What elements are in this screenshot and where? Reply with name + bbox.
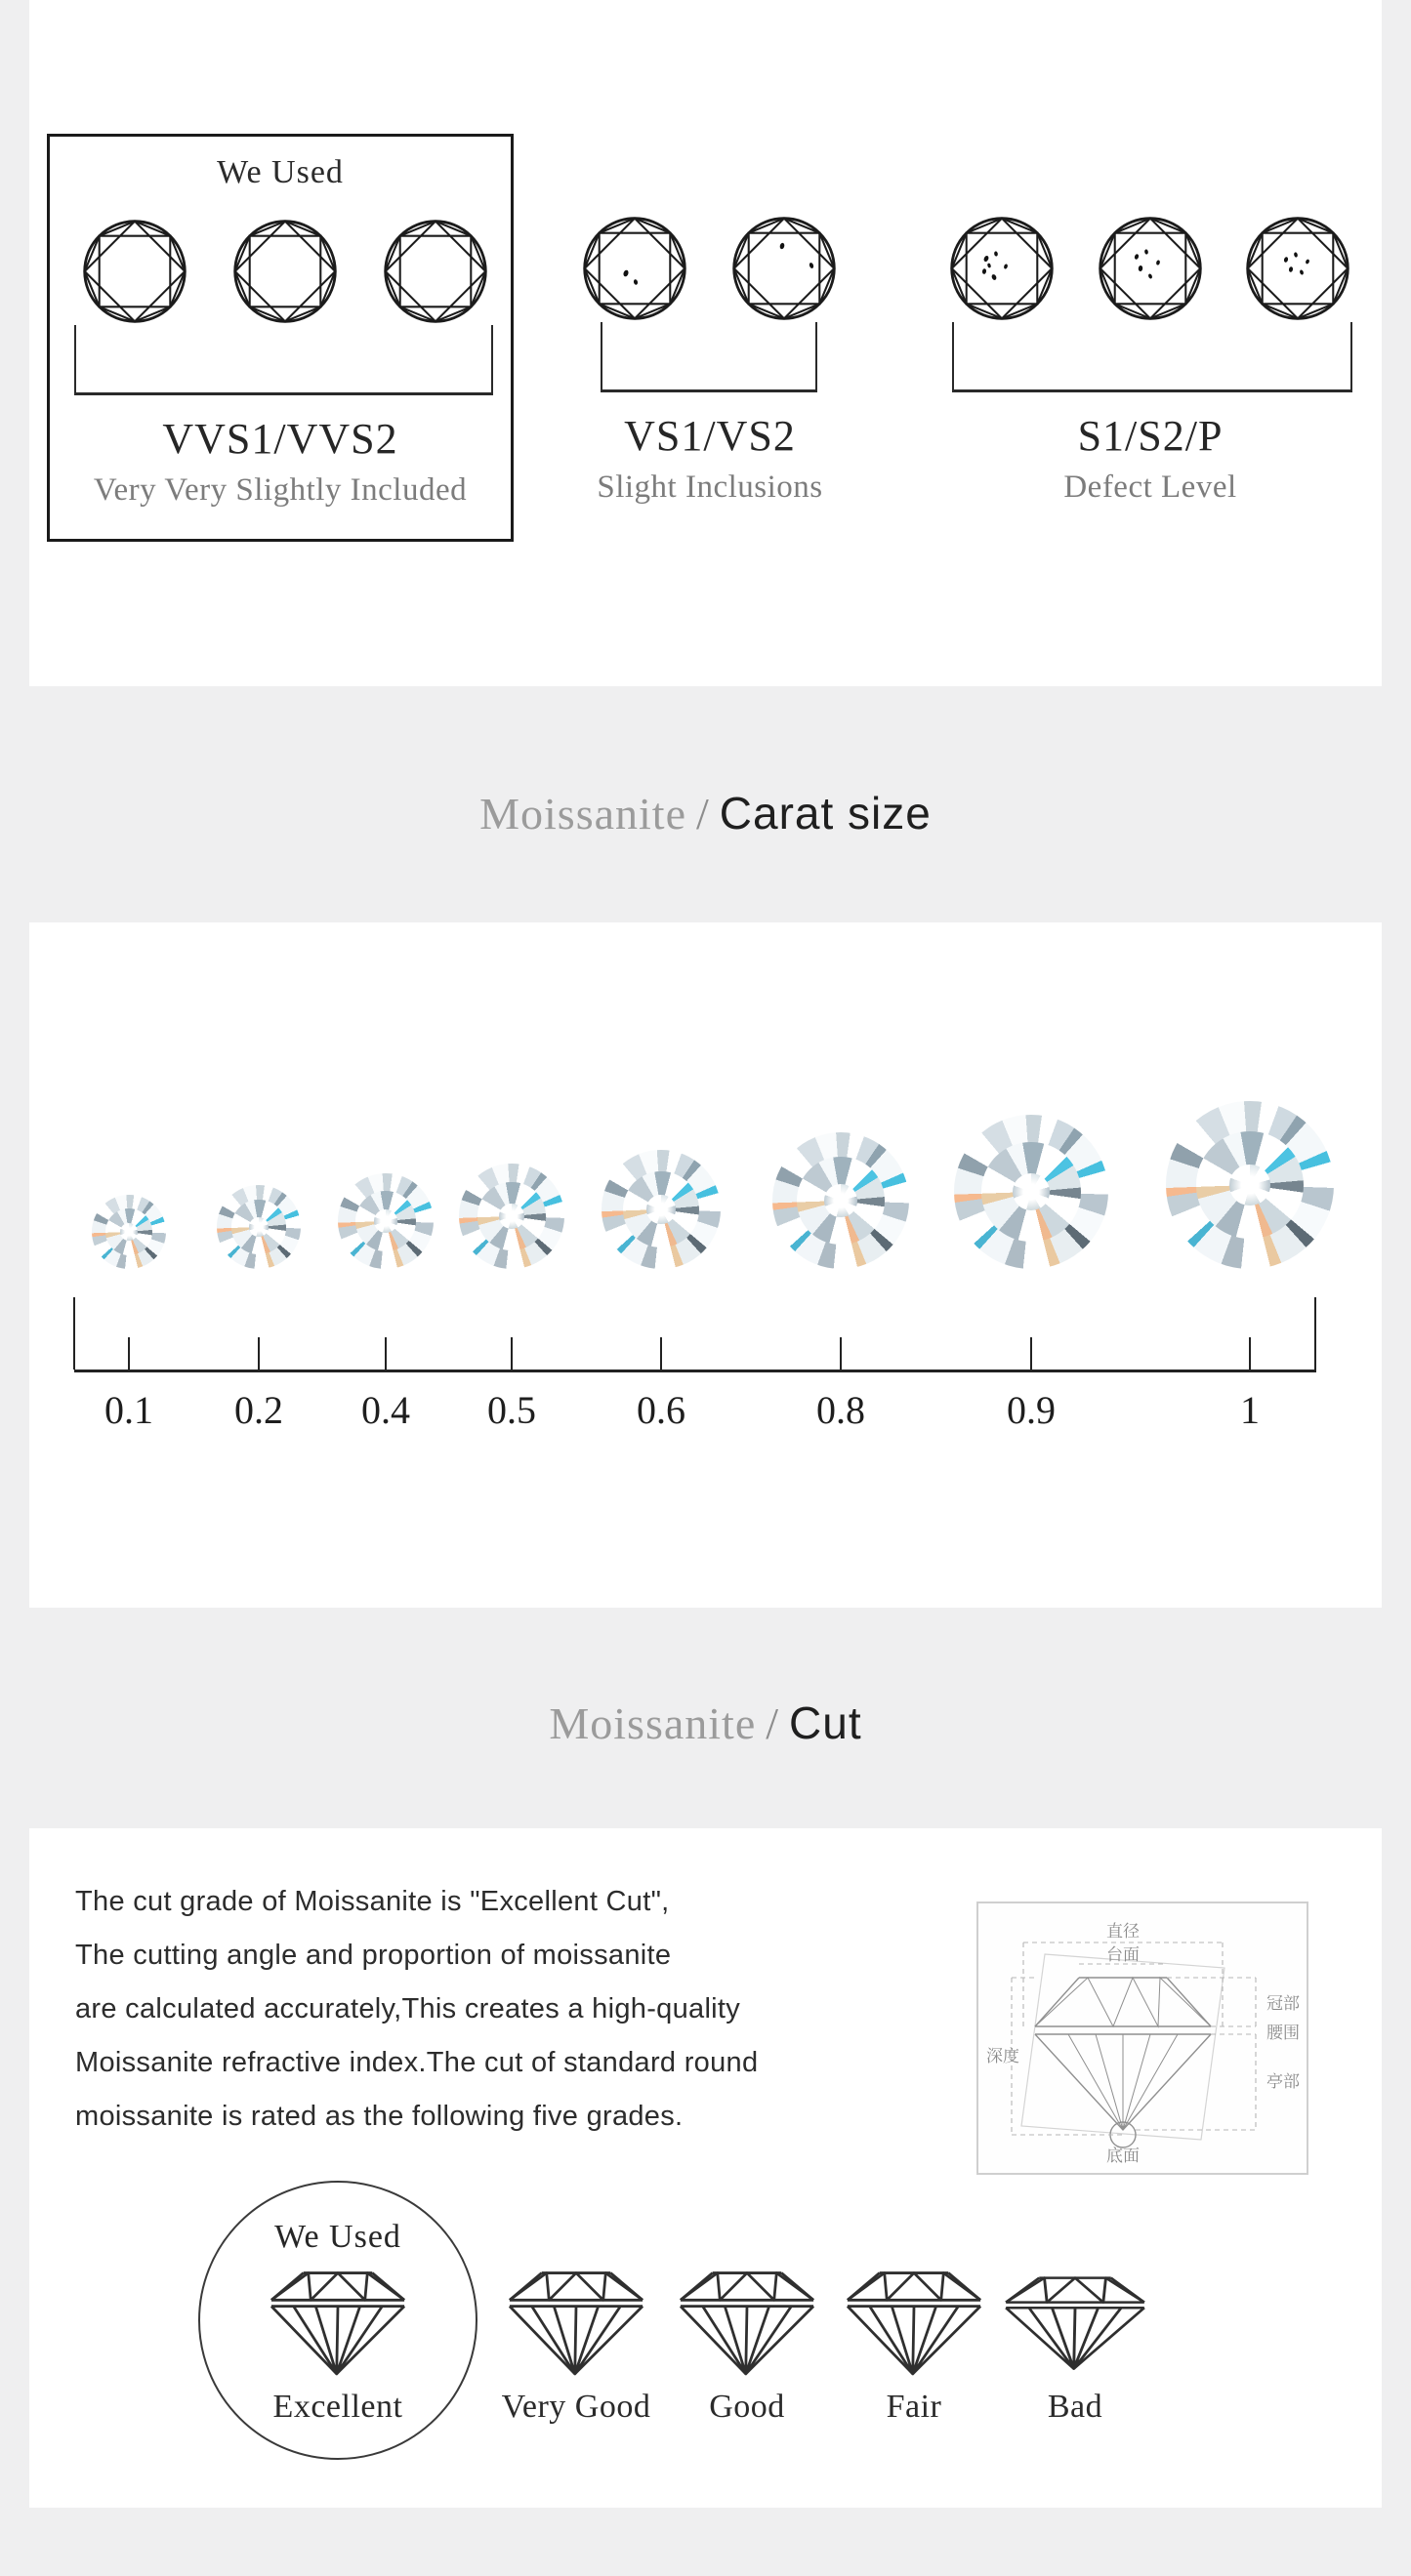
cut-description-paragraph: [75, 1875, 954, 2144]
ruler-tick: [840, 1337, 842, 1370]
gem-photo-0.9ct: [954, 1115, 1108, 1269]
ruler-tick: [258, 1337, 260, 1370]
cut-section-heading: [0, 1697, 1411, 1749]
diagram-label-diameter: 直径: [1106, 1922, 1140, 1941]
diamond-top-view-icon: [582, 216, 687, 321]
carat-size-label: 0.9: [1007, 1388, 1056, 1432]
diamond-top-view-icon: [232, 219, 338, 324]
carat-size-label: 0.5: [487, 1388, 536, 1432]
diamond-top-view-icon: [1245, 216, 1350, 321]
paragraph-line: The cutting angle and proportion of moissanite: [75, 1940, 672, 1971]
gem-photo-0.6ct: [602, 1150, 721, 1269]
clarity-grade-desc: Defect Level: [1063, 470, 1237, 505]
carat-ruler-baseline: [74, 1370, 1316, 1372]
clarity-grade-desc: Very Very Slightly Included: [93, 472, 468, 508]
gem-photo-0.4ct: [338, 1173, 434, 1269]
cut-grade-label: Good: [709, 2389, 785, 2425]
group-bracket: [952, 322, 1352, 392]
paragraph-line: are calculated accurately,This creates a high-quality: [75, 1993, 741, 2024]
ruler-tick: [385, 1337, 387, 1370]
cut-panel: [29, 1828, 1382, 2508]
diamond-top-view-icon: [1098, 216, 1203, 321]
carat-size-label: 0.1: [104, 1388, 153, 1432]
ruler-tick: [1249, 1337, 1251, 1370]
gem-photo-0.1ct: [92, 1195, 166, 1269]
carat-size-label: 0.4: [361, 1388, 410, 1432]
gem-photo-0.8ct: [772, 1132, 909, 1269]
diagram-label-culet: 底面: [1106, 2147, 1140, 2165]
carat-size-label: 0.8: [816, 1388, 865, 1432]
gem-photo-0.2ct: [217, 1185, 301, 1269]
heading-prefix: Moissanite: [479, 789, 687, 838]
heading-prefix: Moissanite: [549, 1698, 757, 1748]
diagram-label-crown: 冠部: [1266, 1994, 1300, 2013]
diamond-top-view-icon: [383, 219, 488, 324]
heading-separator: /: [766, 1698, 780, 1748]
clarity-grade-label: VS1/VS2: [624, 412, 796, 460]
cut-grade-label: Very Good: [501, 2389, 651, 2425]
ruler-end-tick: [73, 1297, 75, 1370]
heading-title: Carat size: [719, 788, 932, 838]
ruler-end-tick: [1314, 1297, 1316, 1370]
diamond-top-view-icon: [731, 216, 837, 321]
diamond-side-view-icon: [840, 2266, 988, 2379]
cut-grade-label: Bad: [1047, 2389, 1103, 2425]
ruler-tick: [1030, 1337, 1032, 1370]
group-bracket: [601, 322, 817, 392]
carat-size-label: 1: [1240, 1388, 1260, 1432]
we-used-box-title: We Used: [217, 154, 344, 190]
cut-grade-label: Fair: [886, 2389, 942, 2425]
diamond-side-view-icon: [502, 2266, 650, 2379]
paragraph-line: Moissanite refractive index.The cut of standard round: [75, 2047, 759, 2078]
clarity-grade-label: VVS1/VVS2: [162, 415, 398, 463]
carat-size-label: 0.6: [637, 1388, 685, 1432]
heading-separator: /: [696, 789, 710, 838]
diamond-side-view-icon: [673, 2266, 821, 2379]
diagram-label-girdle: 腰围: [1266, 2024, 1300, 2042]
ruler-tick: [660, 1337, 662, 1370]
diagram-label-table: 台面: [1106, 1945, 1140, 1964]
clarity-grade-desc: Slight Inclusions: [597, 470, 823, 505]
heading-title: Cut: [789, 1697, 862, 1748]
diamond-top-view-icon: [949, 216, 1055, 321]
paragraph-line: The cut grade of Moissanite is "Excellent Cut",: [75, 1886, 670, 1917]
we-used-circle-title: We Used: [274, 2219, 401, 2255]
clarity-grade-label: S1/S2/P: [1077, 412, 1224, 460]
cut-proportion-diagram: [976, 1901, 1308, 2175]
group-bracket: [74, 325, 493, 395]
clarity-panel: [29, 0, 1382, 686]
diagram-label-depth: 深度: [986, 2047, 1019, 2065]
diamond-top-view-icon: [82, 219, 187, 324]
paragraph-line: moissanite is rated as the following five grades.: [75, 2101, 684, 2132]
carat-panel: [29, 922, 1382, 1608]
ruler-tick: [128, 1337, 130, 1370]
we-used-clarity-box: [47, 134, 514, 542]
diagram-label-pavilion: 亭部: [1266, 2072, 1300, 2091]
carat-size-label: 0.2: [234, 1388, 283, 1432]
gem-photo-1ct: [1166, 1101, 1334, 1269]
cut-grade-label: Excellent: [272, 2389, 403, 2425]
diamond-side-view-icon: [998, 2271, 1152, 2373]
diamond-side-view-icon: [264, 2266, 412, 2379]
ruler-tick: [511, 1337, 513, 1370]
carat-section-heading: [0, 787, 1411, 839]
gem-photo-0.5ct: [459, 1164, 564, 1269]
